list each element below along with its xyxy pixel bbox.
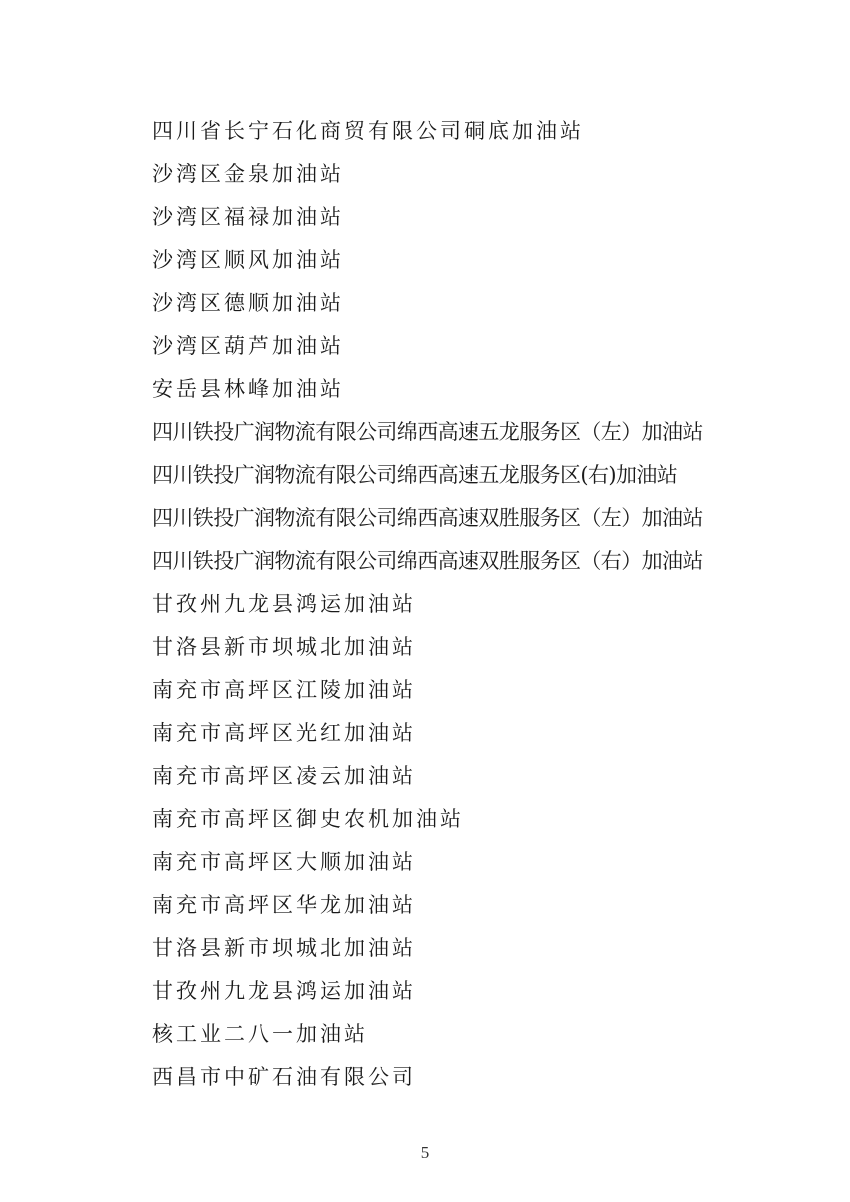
list-item: 沙湾区福禄加油站 bbox=[152, 205, 344, 229]
list-item: 南充市高坪区光红加油站 bbox=[152, 721, 416, 745]
list-item: 西昌市中矿石油有限公司 bbox=[152, 1065, 416, 1089]
page-number: 5 bbox=[420, 1143, 430, 1162]
list-item: 四川铁投广润物流有限公司绵西高速五龙服务区（左）加油站 bbox=[152, 420, 703, 444]
list-item: 南充市高坪区江陵加油站 bbox=[152, 678, 416, 702]
list-item: 四川铁投广润物流有限公司绵西高速五龙服务区(右)加油站 bbox=[152, 463, 678, 487]
list-item: 南充市高坪区凌云加油站 bbox=[152, 764, 416, 788]
list-item: 安岳县林峰加油站 bbox=[152, 377, 344, 401]
list-item: 沙湾区顺风加油站 bbox=[152, 248, 344, 272]
list-item: 甘洛县新市坝城北加油站 bbox=[152, 936, 416, 960]
station-list bbox=[152, 110, 703, 1099]
list-item: 核工业二八一加油站 bbox=[152, 1022, 368, 1046]
list-item: 甘孜州九龙县鸿运加油站 bbox=[152, 592, 416, 616]
list-item: 沙湾区德顺加油站 bbox=[152, 291, 344, 315]
list-item: 甘洛县新市坝城北加油站 bbox=[152, 635, 416, 659]
list-item: 四川铁投广润物流有限公司绵西高速双胜服务区（左）加油站 bbox=[152, 506, 703, 530]
list-item: 四川铁投广润物流有限公司绵西高速双胜服务区（右）加油站 bbox=[152, 549, 703, 573]
list-item: 沙湾区金泉加油站 bbox=[152, 162, 344, 186]
list-item: 南充市高坪区御史农机加油站 bbox=[152, 807, 464, 831]
list-item: 南充市高坪区华龙加油站 bbox=[152, 893, 416, 917]
list-item: 南充市高坪区大顺加油站 bbox=[152, 850, 416, 874]
list-item: 四川省长宁石化商贸有限公司硐底加油站 bbox=[152, 119, 584, 143]
list-item: 沙湾区葫芦加油站 bbox=[152, 334, 344, 358]
list-item: 甘孜州九龙县鸿运加油站 bbox=[152, 979, 416, 1003]
